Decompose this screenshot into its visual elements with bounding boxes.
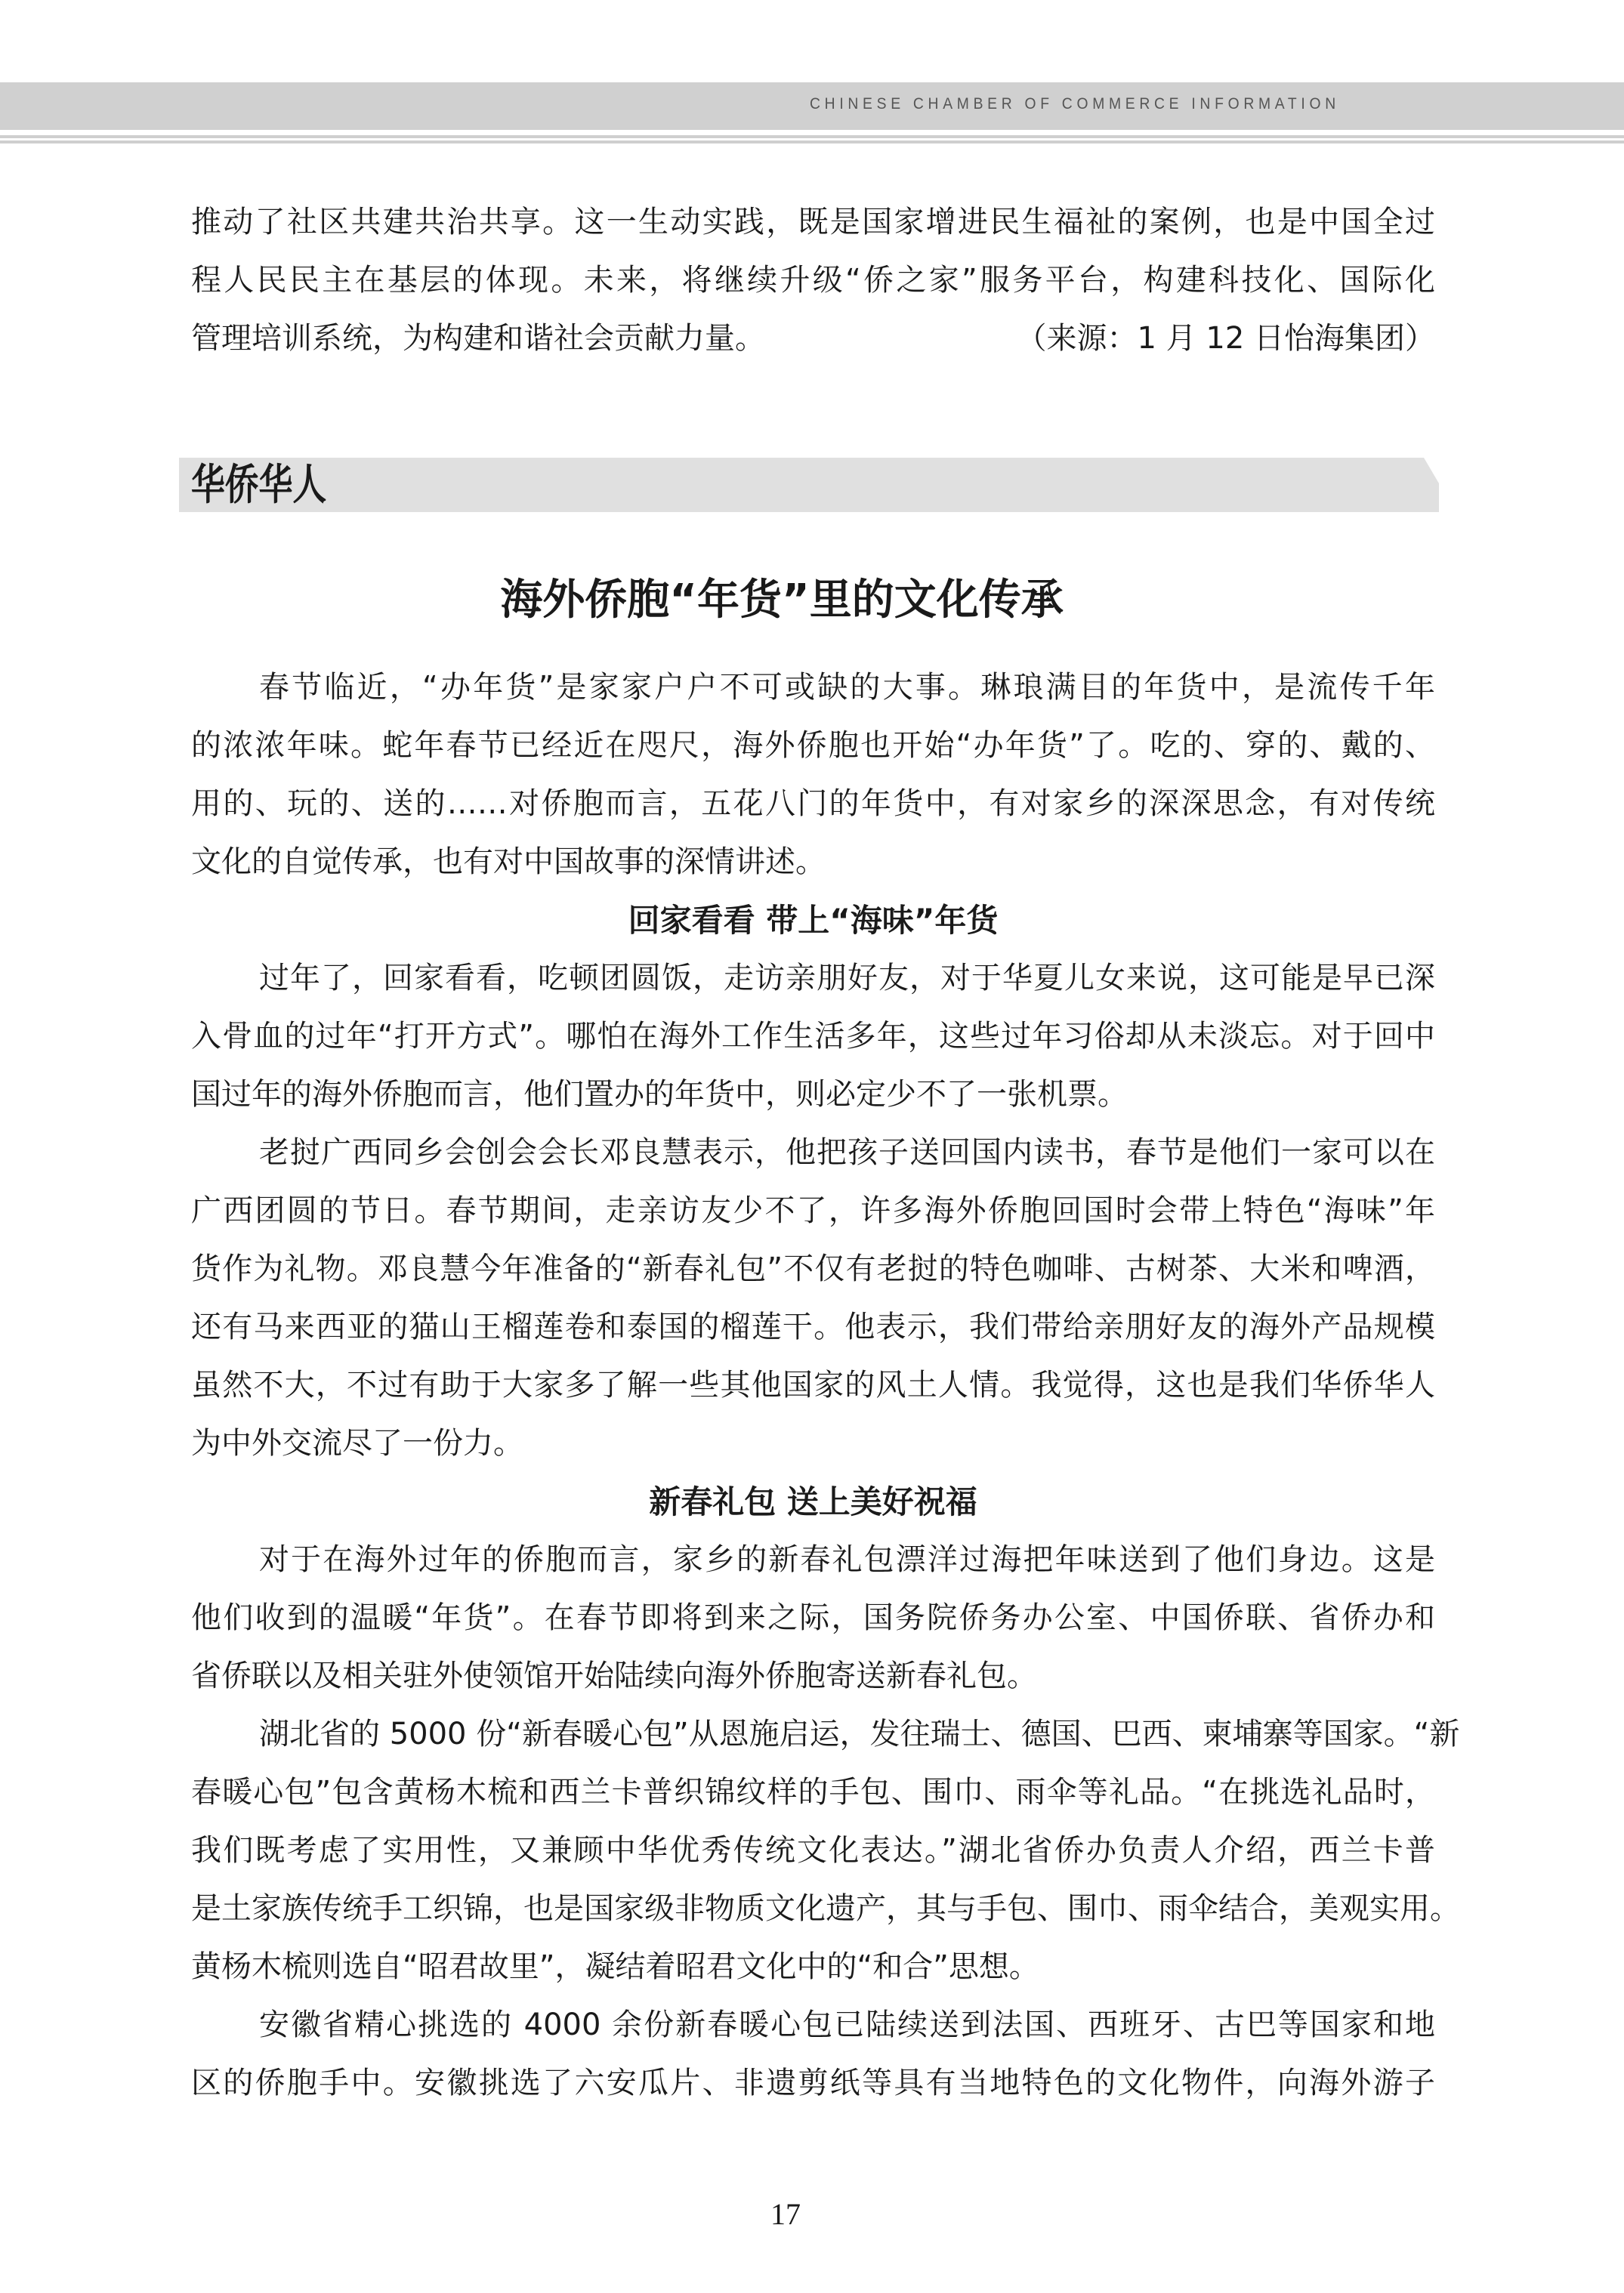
paragraph bbox=[191, 949, 1435, 1124]
subheading: 回家看看 带上“海味”年货 bbox=[628, 902, 999, 939]
text-line: 程人民民主在基层的体现。未来，将继续升级“侨之家”服务平台，构建科技化、国际化 bbox=[191, 263, 1435, 298]
text-line: 省侨联以及相关驻外使领馆开始陆续向海外侨胞寄送新春礼包。 bbox=[191, 1659, 1037, 1693]
text-line: 安徽省精心挑选的 4000 余份新春暖心包已陆续送到法国、西班牙、古巴等国家和地 bbox=[259, 2008, 1435, 2042]
text-line: 文化的自觉传承，也有对中国故事的深情讲述。 bbox=[191, 844, 826, 879]
header-divider bbox=[0, 135, 1624, 138]
subheading: 新春礼包 送上美好祝福 bbox=[649, 1483, 977, 1520]
section-title: 华侨华人 bbox=[191, 460, 327, 510]
text-line: 我们既考虑了实用性，又兼顾中华优秀传统文化表达。”湖北省侨办负责人介绍，西兰卡普 bbox=[191, 1833, 1435, 1868]
text-line: 区的侨胞手中。安徽挑选了六安瓜片、非遗剪纸等具有当地特色的文化物件，向海外游子 bbox=[191, 2066, 1435, 2100]
text-line: 对于在海外过年的侨胞而言，家乡的新春礼包漂洋过海把年味送到了他们身边。这是 bbox=[259, 1542, 1435, 1577]
text-line: 春节临近，“办年货”是家家户户不可或缺的大事。琳琅满目的年货中，是流传千年 bbox=[259, 670, 1435, 705]
text-line: 老挝广西同乡会创会会长邓良慧表示，他把孩子送回国内读书，春节是他们一家可以在 bbox=[259, 1135, 1435, 1170]
text-line: 的浓浓年味。蛇年春节已经近在咫尺，海外侨胞也开始“办年货”了。吃的、穿的、戴的、 bbox=[191, 728, 1435, 763]
text-line: 广西团圆的节日。春节期间，走亲访友少不了，许多海外侨胞回国时会带上特色“海味”年 bbox=[191, 1193, 1435, 1228]
text-line: 黄杨木梳则选自“昭君故里”，凝结着昭君文化中的“和合”思想。 bbox=[191, 1949, 1039, 1984]
article-title: 海外侨胞“年货”里的文化传承 bbox=[500, 576, 1064, 625]
article-body bbox=[191, 659, 1460, 2112]
text-line: 虽然不大，不过有助于大家多了解一些其他国家的风土人情。我觉得，这也是我们华侨华人 bbox=[191, 1368, 1435, 1403]
text-line: 入骨血的过年“打开方式”。哪怕在海外工作生活多年，这些过年习俗却从未淡忘。对于回中 bbox=[191, 1019, 1435, 1054]
paragraph bbox=[191, 1996, 1435, 2112]
section-banner bbox=[179, 458, 1439, 512]
header-divider bbox=[0, 140, 1624, 144]
paragraph bbox=[191, 1124, 1435, 1473]
text-line: 为中外交流尽了一份力。 bbox=[191, 1426, 523, 1461]
text-line bbox=[191, 310, 1435, 368]
page-number: 17 bbox=[770, 2197, 801, 2231]
text-line: 是土家族传统手工织锦，也是国家级非物质文化遗产，其与手包、围巾、雨伞结合，美观实用。 bbox=[191, 1891, 1460, 1926]
text-line: 他们收到的温暖“年货”。在春节即将到来之际，国务院侨务办公室、中国侨联、省侨办和 bbox=[191, 1600, 1435, 1635]
source-note: （来源：1 月 12 日怡海集团） bbox=[1016, 321, 1435, 356]
publication-name: CHINESE CHAMBER OF COMMERCE INFORMATION bbox=[810, 95, 1340, 113]
intro-text bbox=[191, 193, 1435, 368]
text-line: 还有马来西亚的猫山王榴莲卷和泰国的榴莲干。他表示，我们带给亲朋好友的海外产品规模 bbox=[191, 1310, 1435, 1344]
text-line: 春暖心包”包含黄杨木梳和西兰卡普织锦纹样的手包、围巾、雨伞等礼品。“在挑选礼品时， bbox=[191, 1775, 1435, 1810]
text-line: 货作为礼物。邓良慧今年准备的“新春礼包”不仅有老挝的特色咖啡、古树茶、大米和啤酒， bbox=[191, 1251, 1435, 1286]
paragraph bbox=[191, 659, 1435, 891]
text-line: 湖北省的 5000 份“新春暖心包”从恩施启运，发往瑞士、德国、巴西、柬埔寨等国家。“新 bbox=[259, 1717, 1460, 1751]
text-line-end: 管理培训系统，为构建和谐社会贡献力量。 bbox=[191, 321, 765, 356]
text-line: 用的、玩的、送的……对侨胞而言，五花八门的年货中，有对家乡的深深思念，有对传统 bbox=[191, 786, 1435, 821]
text-line: 国过年的海外侨胞而言，他们置办的年货中，则必定少不了一张机票。 bbox=[191, 1077, 1128, 1112]
paragraph bbox=[191, 1705, 1460, 1996]
paragraph bbox=[191, 1531, 1435, 1705]
text-line: 推动了社区共建共治共享。这一生动实践，既是国家增进民生福祉的案例，也是中国全过 bbox=[191, 205, 1435, 239]
text-line: 过年了，回家看看，吃顿团圆饭，走访亲朋好友，对于华夏儿女来说，这可能是早已深 bbox=[259, 961, 1435, 995]
